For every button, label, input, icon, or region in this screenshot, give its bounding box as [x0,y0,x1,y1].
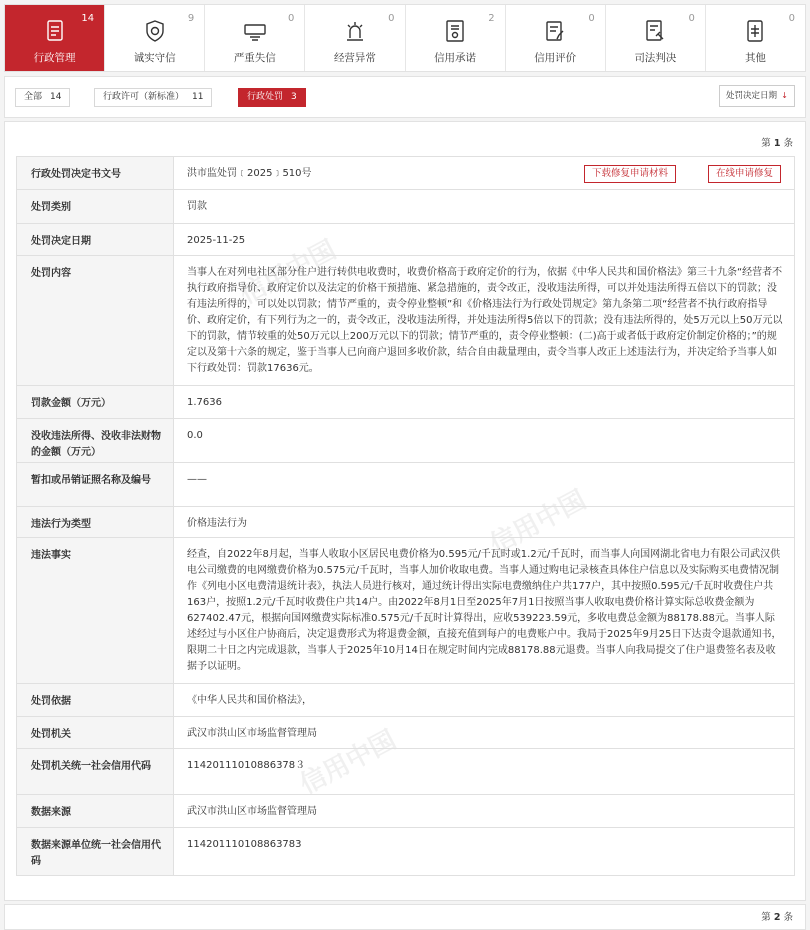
filter-bar [4,76,806,118]
tab-credit-commitment[interactable] [406,5,506,71]
tab-label: 诚实守信 [133,51,176,64]
table-row [17,538,795,684]
table-row [17,749,795,795]
record-index [761,909,793,923]
document-icon [42,18,68,44]
sort-arrow-icon: ↓ [781,91,788,100]
table-row [17,256,795,386]
tab-count: 0 [588,13,595,24]
row-label: 数据来源 [17,795,174,828]
row-label: 违法事实 [17,538,174,684]
filter-label: 行政许可（新标准） [103,92,185,102]
decision-number: 洪市监处罚﹝2025﹞510号 [187,168,312,179]
table-row [17,224,795,256]
page-suffix: 条 [783,138,793,149]
table-row [17,795,795,828]
tab-serious-dishonesty[interactable] [205,5,305,71]
row-value: 11420111010886378３ [174,749,795,795]
table-row [17,157,795,190]
evaluation-icon [542,18,568,44]
row-label: 数据来源单位统一社会信用代码 [17,828,174,876]
row-value: 0.0 [174,419,795,463]
row-value-cell [174,157,795,190]
filter-count: 14 [50,92,62,102]
filter-label: 行政处罚 [247,92,284,102]
penalty-record-panel [4,121,806,901]
row-label: 行政处罚决定书文号 [17,157,174,190]
certificate-icon [442,18,468,44]
page-number: 2 [773,912,781,923]
watermark: 信用中国 [235,235,342,311]
download-repair-materials-button[interactable]: 下载修复申请材料 [584,165,676,183]
table-row [17,386,795,419]
other-icon [742,18,768,44]
row-value: 2025-11-25 [174,224,795,256]
row-label: 处罚机关 [17,717,174,749]
tab-count: 14 [81,13,95,24]
tab-label: 严重失信 [233,51,276,64]
page-suffix: 条 [783,912,793,923]
tab-label: 信用评价 [534,51,577,64]
row-label: 处罚决定日期 [17,224,174,256]
tab-count: 0 [688,13,695,24]
tab-other[interactable] [706,5,805,71]
filter-label: 全部 [24,92,43,102]
table-row [17,419,795,463]
watermark: 信用中国 [485,485,592,561]
row-value: 罚款 [174,190,795,224]
row-label: 处罚依据 [17,684,174,717]
tab-count: 0 [288,13,295,24]
penalty-detail-table [16,156,795,876]
filter-administrative-penalty[interactable] [238,88,306,107]
row-value: 1.7636 [174,386,795,419]
tab-count: 9 [187,13,195,24]
table-row [17,828,795,876]
tab-honesty[interactable] [105,5,205,71]
judgment-icon [642,18,668,44]
tab-count: 0 [388,13,395,24]
row-value: 114201110108863783 [174,828,795,876]
tab-label: 经营异常 [333,51,376,64]
tab-label: 行政管理 [33,51,76,64]
badge-icon [242,18,268,44]
tab-administrative-management[interactable] [5,5,105,71]
row-value: 当事人在对列电社区部分住户进行转供电收费时，收费价格高于政府定价的行为，依据《中华人民共和国价格法》第三十九条“经营者不执行政府指导价、政府定价以及法定的价格干预措施、紧急措施的，责令改正，没收违法所得，可以并处违法所得五倍以下的罚款；没有违法所得的，可以处以罚款；情节严重的，责令停业整顿”和《价格违法行为行政处罚规定》第九条第二项“经营者不执行政府指导价、政府定价，有下列行为之一的，责令改正，没收违法所得，并处违法所得5倍以下的罚款；没有违法所得的，处5万元以上50万元以下的罚款，情节较重的处50万元以上200万元以下的罚款；情节严重的，责令停业整顿：(二)高于或者低于政府定价制定价格的；”的规定以及第十六条的规定，鉴于当事人已向商户退回多收价款，结合自由裁量理由，责令当事人改正上述违法行为，并决定给予当事人如下行政处罚：罚款17636元。 [174,256,795,386]
tab-count: 2 [488,13,495,24]
table-row [17,717,795,749]
filter-administrative-license[interactable] [94,88,212,107]
sort-label: 处罚决定日期 [726,91,778,101]
row-value: 武汉市洪山区市场监督管理局 [174,795,795,828]
row-value: —— [174,463,795,507]
alarm-icon [342,18,368,44]
table-row [17,507,795,538]
table-row [17,190,795,224]
category-nav [4,4,806,72]
row-value: 《中华人民共和国价格法》， [174,684,795,717]
filter-count: 3 [291,92,297,102]
row-label: 违法行为类型 [17,507,174,538]
row-label: 处罚内容 [17,256,174,386]
tab-abnormal-operation[interactable] [305,5,405,71]
tab-count: 0 [788,13,795,24]
tab-judicial-judgment[interactable] [606,5,706,71]
table-row [17,463,795,507]
row-label: 罚款金额（万元） [17,386,174,419]
online-repair-application-button[interactable]: 在线申请修复 [708,165,781,183]
tab-credit-evaluation[interactable] [506,5,606,71]
row-value: 武汉市洪山区市场监督管理局 [174,717,795,749]
row-value: 价格违法行为 [174,507,795,538]
sort-by-date-dropdown[interactable] [719,85,795,107]
tab-label: 其他 [744,51,766,64]
filter-count: 11 [192,92,204,102]
page-prefix: 第 [761,912,771,923]
tab-label: 信用承诺 [434,51,477,64]
row-label: 处罚机关统一社会信用代码 [17,749,174,795]
page-number: 1 [773,138,781,149]
next-record-header [4,904,806,930]
record-index [761,135,793,149]
row-label: 处罚类别 [17,190,174,224]
tab-label: 司法判决 [634,51,677,64]
table-row [17,684,795,717]
page-prefix: 第 [761,138,771,149]
row-label: 暂扣或吊销证照名称及编号 [17,463,174,507]
row-value: 经查，自2022年8月起，当事人收取小区居民电费价格为0.595元/千瓦时或1.2元/千瓦时，而当事人向国网湖北省电力有限公司武汉供电公司缴费的电网缴费价格为0.575元/千瓦时，当事人加价收取电费。当事人通过购电记录核查具体住户信息以及实际购买电费情况制作《列电小区电费清退统计表》，执法人员进行核对，通过统计得出实际电费缴纳住户共177户，其中按照0.595元/千瓦时收费住户共163户，按照1.2元/千瓦时收费住户共14户。由2022年8月1日至2025年7月1日按照当事人收取电费价格计算实际总收费金额为627402.47元，根据向国网缴费实际标准0.575元/千瓦时计算得出，应收539223.59元，多收电费总金额为88178.88元。当事人际述经过与小区住户协商后，决定退费形式为将退费金额，直接充值到每户的电费账户中。我局于2025年9月25日下达责令退款通知书，限期二十日之内完成退款，当事人于2025年10月14日在规定时间内完成88178.88元退费。当事人向我局提交了住户退费签名表及收据予以证明。 [174,538,795,684]
row-label: 没收违法所得、没收非法财物的金额（万元） [17,419,174,463]
watermark: 信用中国 [295,725,402,801]
filter-all[interactable] [15,88,70,107]
shield-icon [142,18,168,44]
